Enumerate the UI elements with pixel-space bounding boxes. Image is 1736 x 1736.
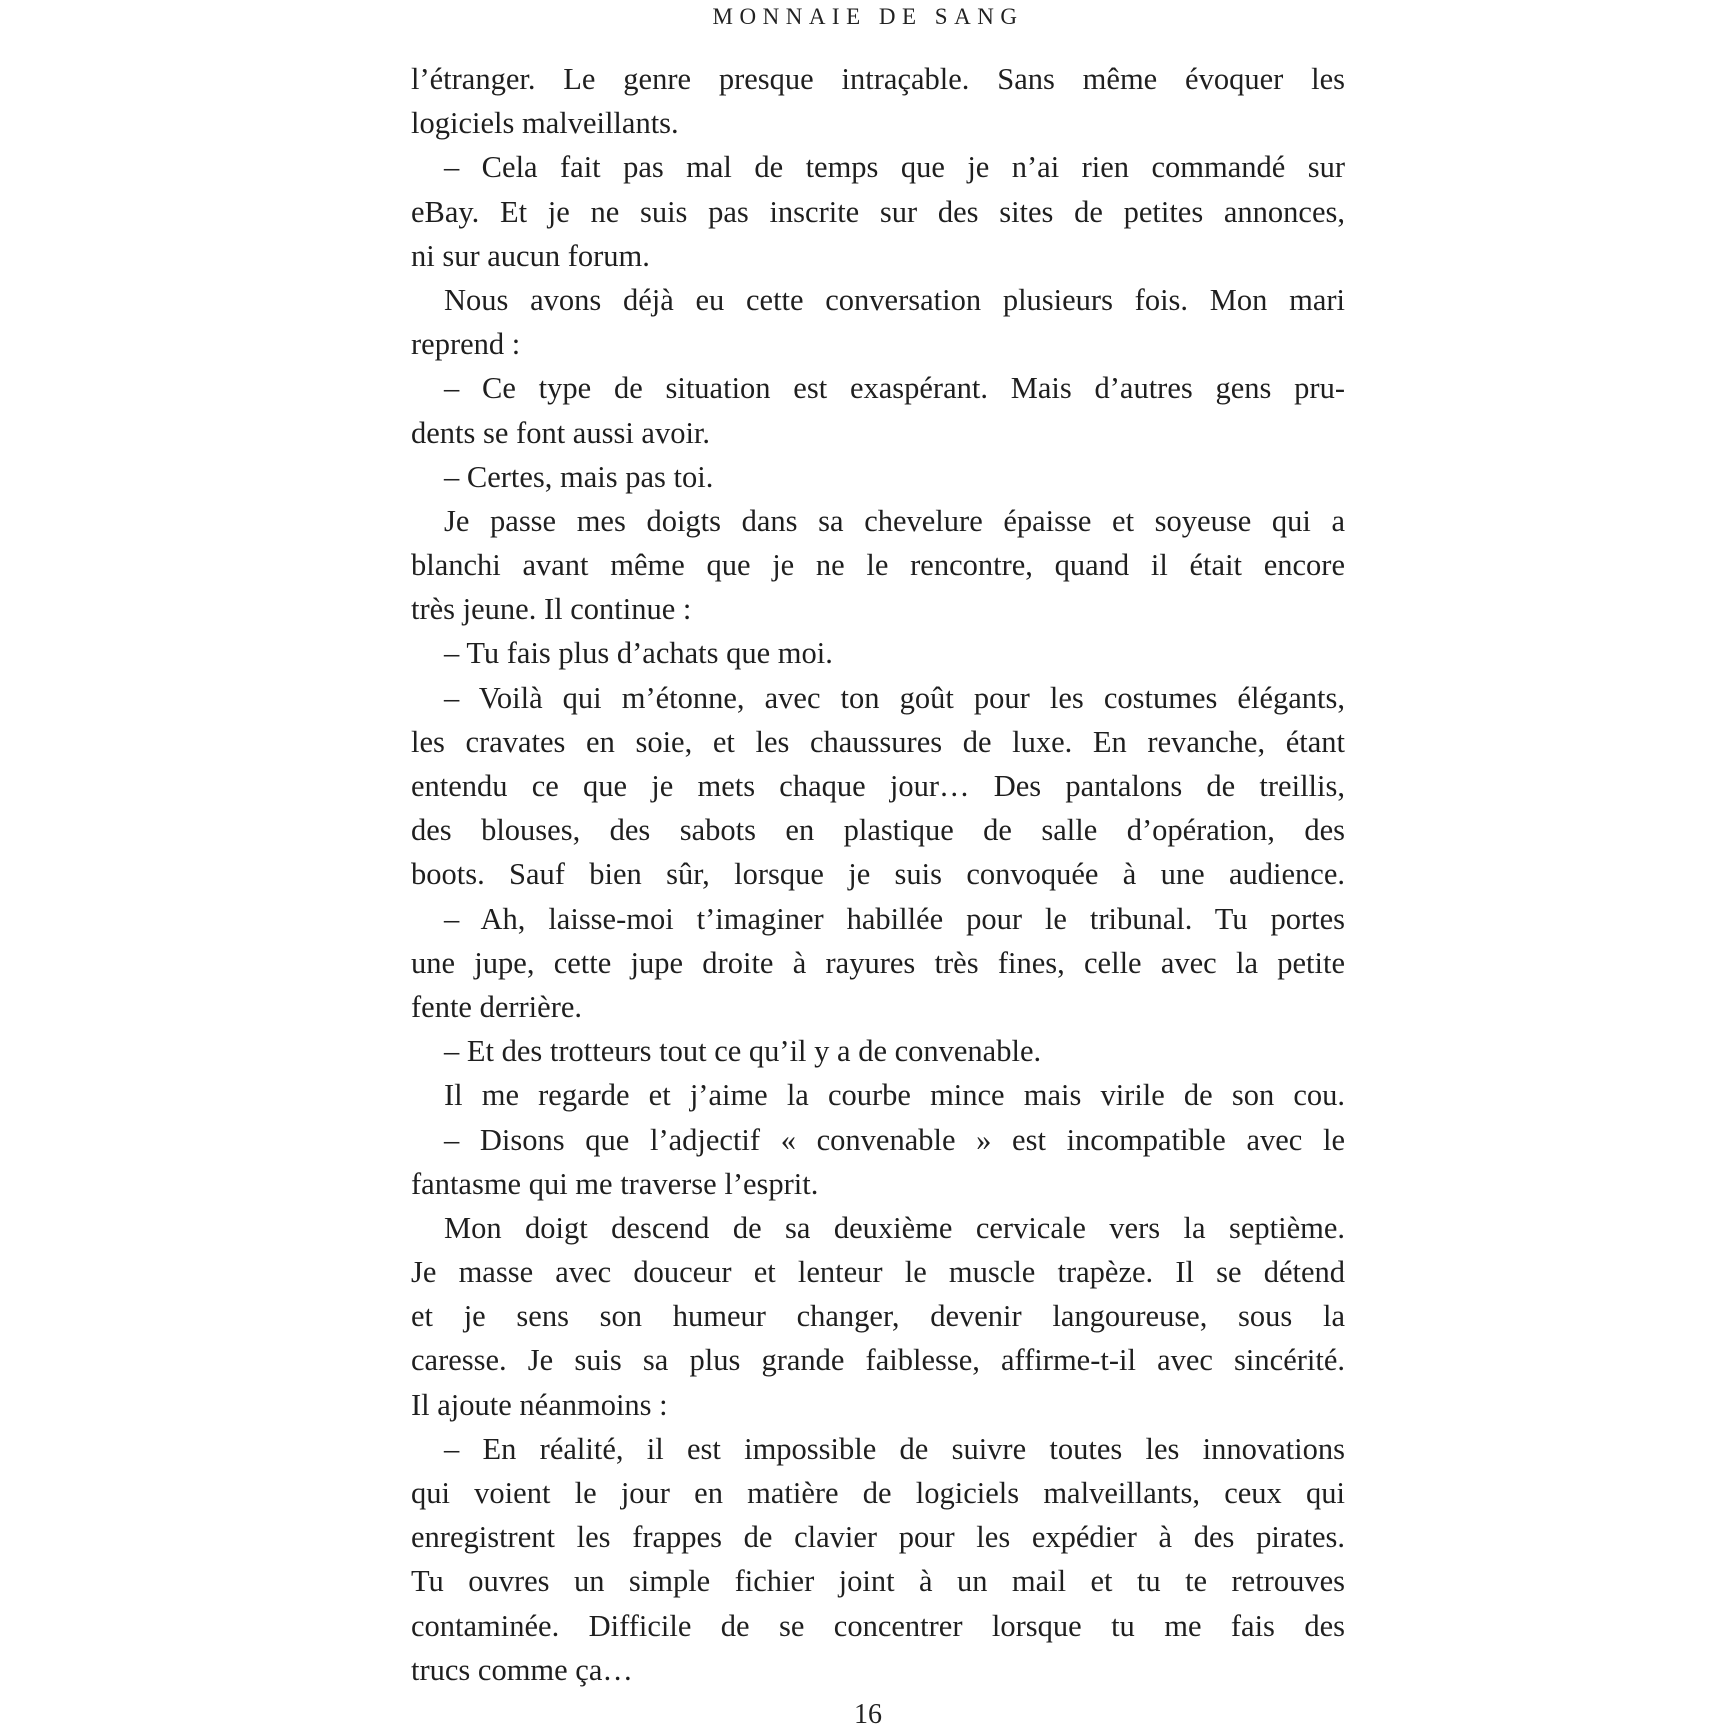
page-body-text [411, 57, 1345, 1692]
text-line: enregistrent les frappes de clavier pour les expédier à des pirates. [411, 1520, 1345, 1555]
text-line: contaminée. Difficile de se concentrer lorsque tu me fais des [411, 1608, 1345, 1643]
text-line: – Tu fais plus d’achats que moi. [444, 636, 833, 671]
running-title: MONNAIE DE SANG [712, 4, 1024, 29]
text-line: Nous avons déjà eu cette conversation plusieurs fois. Mon mari [444, 282, 1345, 317]
text-line: Tu ouvres un simple fichier joint à un mail et tu te retrouves [411, 1564, 1345, 1599]
text-line: – Disons que l’adjectif « convenable » est incompatible avec le [444, 1122, 1345, 1157]
text-line: caresse. Je suis sa plus grande faiblesse, affirme-t-il avec sincérité. [411, 1343, 1345, 1378]
text-line: qui voient le jour en matière de logiciels malveillants, ceux qui [411, 1476, 1345, 1510]
text-line: – Et des trotteurs tout ce qu’il y a de convenable. [444, 1034, 1042, 1069]
text-line: logiciels malveillants. [411, 106, 679, 141]
text-line: Mon doigt descend de sa deuxième cervicale vers la septième. [444, 1210, 1345, 1245]
text-line: – Voilà qui m’étonne, avec ton goût pour les costumes élégants, [444, 680, 1345, 715]
text-line: – Certes, mais pas toi. [444, 459, 714, 494]
text-line: Il ajoute néanmoins : [411, 1387, 668, 1422]
text-line: trucs comme ça… [411, 1652, 633, 1687]
text-line: boots. Sauf bien sûr, lorsque je suis convoquée à une audience. [411, 857, 1345, 892]
text-line: fantasme qui me traverse l’esprit. [411, 1166, 819, 1201]
text-line: ni sur aucun forum. [411, 238, 650, 273]
text-line: – Ah, laisse-moi t’imaginer habillée pour le tribunal. Tu portes [444, 901, 1345, 936]
text-line: l’étranger. Le genre presque intraçable. Sans même évoquer les [411, 62, 1345, 96]
text-line: des blouses, des sabots en plastique de salle d’opération, des [411, 813, 1345, 848]
text-line: les cravates en soie, et les chaussures de luxe. En revanche, étant [411, 724, 1345, 759]
text-line: blanchi avant même que je ne le rencontre, quand il était encore [411, 548, 1345, 583]
text-line: Il me regarde et j’aime la courbe mince mais virile de son cou. [444, 1078, 1345, 1113]
text-line: Je masse avec douceur et lenteur le muscle trapèze. Il se détend [411, 1255, 1345, 1290]
text-line: fente derrière. [411, 989, 583, 1024]
text-line: dents se font aussi avoir. [411, 415, 711, 450]
text-line: entendu ce que je mets chaque jour… Des pantalons de treillis, [411, 769, 1345, 803]
text-line: – Ce type de situation est exaspérant. Mais d’autres gens pru- [444, 371, 1345, 406]
text-line: eBay. Et je ne suis pas inscrite sur des sites de petites annonces, [411, 194, 1345, 229]
text-line: et je sens son humeur changer, devenir langoureuse, sous la [411, 1299, 1345, 1334]
text-line: reprend : [411, 327, 521, 362]
page-number: 16 [854, 1699, 882, 1730]
text-line: très jeune. Il continue : [411, 592, 692, 627]
text-line: – Cela fait pas mal de temps que je n’ai rien commandé sur [444, 150, 1345, 185]
text-line: Je passe mes doigts dans sa chevelure épaisse et soyeuse qui a [444, 503, 1345, 538]
text-line: – En réalité, il est impossible de suivre toutes les innovations [444, 1431, 1345, 1466]
text-line: une jupe, cette jupe droite à rayures très fines, celle avec la petite [411, 945, 1345, 980]
